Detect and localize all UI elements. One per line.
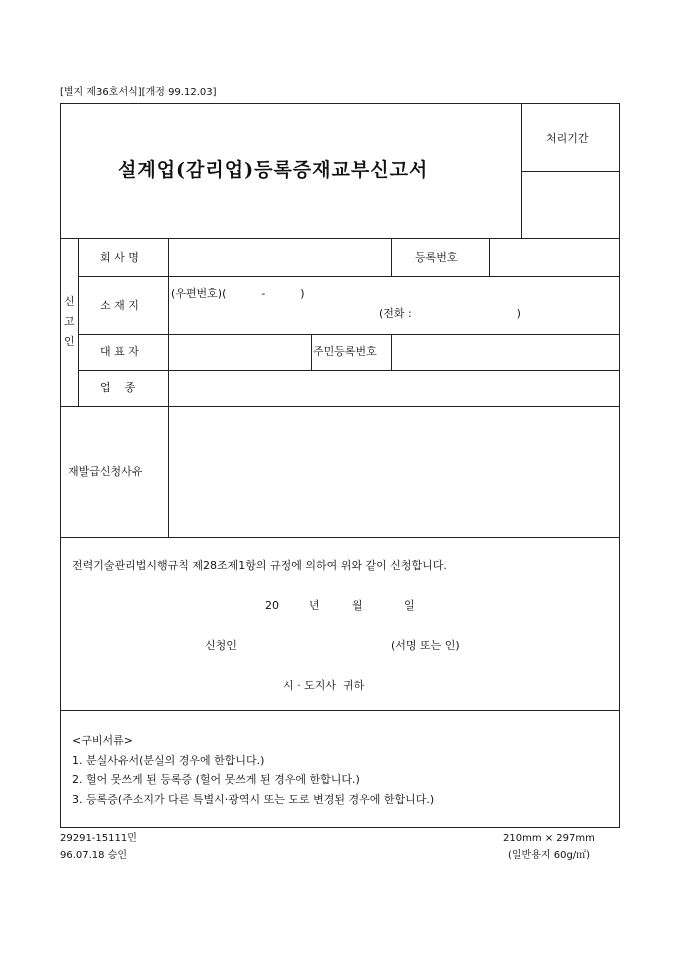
applicant-label-1: 신 — [64, 295, 75, 308]
reissue-reason-label: 재발급신청사유 — [68, 465, 143, 478]
declaration-text: 전력기술관리법시행규칙 제28조제1항의 규정에 의하여 위와 같이 신청합니다. — [72, 559, 447, 572]
postal-code-text[interactable]: (우편번호)( - ) — [171, 287, 305, 300]
frame-bottom — [60, 827, 620, 828]
date-year-prefix[interactable]: 20 — [265, 599, 279, 612]
processing-period-label: 처리기간 — [546, 132, 589, 145]
address-label: 소 재 지 — [100, 299, 139, 312]
required-docs-heading: <구비서류> — [72, 734, 133, 747]
applicant-sign-note: (서명 또는 인) — [391, 639, 460, 652]
applicant-sign-label: 신청인 — [205, 639, 237, 652]
declaration-bottom-line — [60, 710, 620, 711]
approval-date: 96.07.18 승인 — [60, 850, 128, 861]
paper-size: 210mm × 297mm — [503, 833, 595, 844]
frame-right — [619, 103, 620, 828]
resident-reg-no-label: 주민등록번호 — [313, 345, 377, 358]
applicant-label-3: 인 — [64, 335, 75, 348]
business-type-field[interactable] — [169, 371, 619, 406]
date-year: 년 — [309, 599, 320, 612]
row-line-1 — [78, 276, 620, 277]
frame-left — [60, 103, 61, 828]
form-number: 29291-15111민 — [60, 833, 137, 844]
date-day: 일 — [404, 599, 415, 612]
required-doc-item: 1. 분실사유서(분실의 경우에 한합니다.) — [72, 754, 265, 767]
company-name-field[interactable] — [169, 239, 391, 276]
resident-reg-no-field[interactable] — [392, 335, 619, 370]
paper-spec: (일반용지 60g/㎡) — [508, 850, 591, 861]
business-type-label: 업 종 — [100, 381, 136, 394]
company-name-label: 회 사 명 — [100, 251, 139, 264]
resno-label-left — [311, 334, 312, 370]
frame-top — [60, 103, 620, 104]
applicant-label-2: 고 — [64, 315, 75, 328]
phone-text[interactable]: (전화 : ) — [379, 307, 521, 320]
form-header-note: [별지 제36호서식][개정 99.12.03] — [60, 87, 217, 98]
reissue-reason-field[interactable] — [169, 407, 619, 537]
form-title: 설계업(감리업)등록증재교부신고서 — [118, 159, 429, 181]
required-doc-item: 3. 등록증(주소지가 다른 특별시·광역시 또는 도로 변경된 경우에 한합니다.) — [72, 793, 435, 806]
registration-no-label: 등록번호 — [415, 251, 458, 264]
regno-label-left — [391, 238, 392, 276]
applicant-col-line — [78, 238, 79, 406]
representative-field[interactable] — [169, 335, 311, 370]
processing-period-value[interactable] — [522, 172, 619, 238]
registration-no-field[interactable] — [490, 239, 619, 276]
reason-bottom-line — [60, 537, 620, 538]
required-doc-item: 2. 헐어 못쓰게 된 등록증 (헐어 못쓰게 된 경우에 한합니다.) — [72, 773, 360, 786]
recipient-text: 시 · 도지사 귀하 — [283, 679, 365, 692]
date-month: 월 — [352, 599, 363, 612]
representative-label: 대 표 자 — [100, 345, 139, 358]
